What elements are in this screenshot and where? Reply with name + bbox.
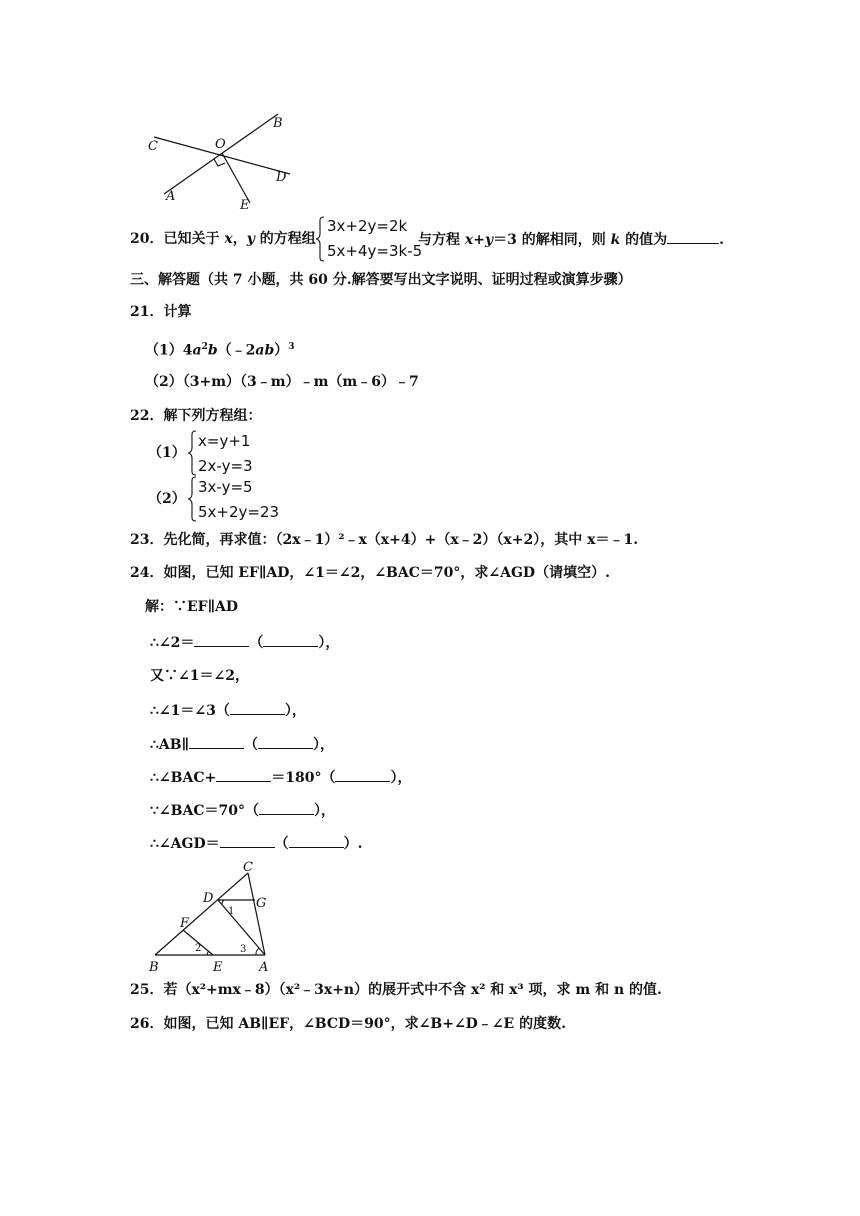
label-b: B [149,960,159,975]
label-f: F [180,916,190,931]
figure-angle-lines [140,108,300,213]
label-e: E [240,198,250,213]
q24-line-0: 解：∵EF∥AD [145,599,239,615]
q24-line-4: ∴AB∥ （ ）， [150,734,334,755]
q20-eq1: 3x+2y=2k [327,217,408,235]
question-26: 26．如图，已知 AB∥EF，∠BCD＝90°，求∠B+∠D﹣∠E 的度数. [130,1016,566,1032]
system-brace [187,476,197,522]
system-brace [315,216,325,262]
answer-blank [216,767,271,782]
q24-line-2: 又∵∠1＝∠2， [150,668,249,684]
answer-blank [220,833,275,848]
q20-eq2: 5x+4y=3k-5 [327,242,423,260]
question-24: 24．如图，已知 EF∥AD，∠1＝∠2，∠BAC＝70°，求∠AGD（请填空）. [130,565,610,581]
question-20: 20．已知关于 x，y 的方程组 [130,231,316,247]
figure-triangle [145,858,280,978]
question-20-rest: 与方程 x+y＝3 的解相同，则 k 的值为 . [418,229,724,250]
q22-p1-eq2: 2x-y=3 [198,457,253,475]
q21-part2: （2）（3+m）（3﹣m）﹣m（m﹣6）﹣7 [145,374,419,390]
q24-line-6: ∵∠BAC＝70°（ ）， [150,800,335,821]
q22-part2-label: （2） [148,491,186,507]
label-d: D [203,891,214,906]
label-angle-1: 1 [228,906,235,917]
question-21: 21．计算 [130,304,192,320]
label-c: C [243,860,253,875]
answer-blank [189,734,244,749]
label-b: B [273,116,283,131]
label-a: A [259,960,269,975]
answer-blank [194,632,249,647]
q24-line-7: ∴∠AGD＝ （ ）. [150,833,362,854]
answer-blank [335,767,390,782]
system-brace [187,430,197,476]
question-23: 23．先化简，再求值：（2x﹣1）²﹣x（x+4）+（x﹣2）（x+2），其中 x＝﹣1. [130,532,639,548]
question-25: 25．若（x²+mx﹣8）（x²﹣3x+n）的展开式中不含 x² 和 x³ 项，求 m 和 n 的值. [130,982,662,998]
answer-blank [230,700,285,715]
answer-blank [259,800,314,815]
label-angle-3: 3 [240,944,247,955]
q24-line-3: ∴∠1＝∠3（ ）， [150,700,306,721]
q22-p1-eq1: x=y+1 [198,432,251,450]
label-g: G [256,896,267,911]
q21-part1: $(1)4a^2b(﹣2ab)^3$ [145,342,295,359]
section-3-heading: 三、解答题（共 7 小题，共 60 分.解答要写出文字说明、证明过程或演算步骤） [130,272,632,288]
q22-p2-eq1: 3x-y=5 [198,478,253,496]
q22-p2-eq2: 5x+2y=23 [198,503,280,521]
answer-blank [289,833,344,848]
q24-line-1: ∴∠2＝ （ ）， [150,632,339,653]
label-a: A [166,189,176,204]
question-22: 22．解下列方程组： [130,408,262,424]
answer-blank [667,229,719,244]
label-angle-2: 2 [195,943,202,954]
label-e: E [213,960,223,975]
label-c: C [148,139,158,154]
answer-blank [258,734,313,749]
answer-blank [263,632,318,647]
label-d: D [276,170,287,185]
label-o: O [215,137,226,152]
q24-line-5: ∴∠BAC+ ＝180°（ ）， [150,767,411,788]
q22-part1-label: （1） [148,445,186,461]
